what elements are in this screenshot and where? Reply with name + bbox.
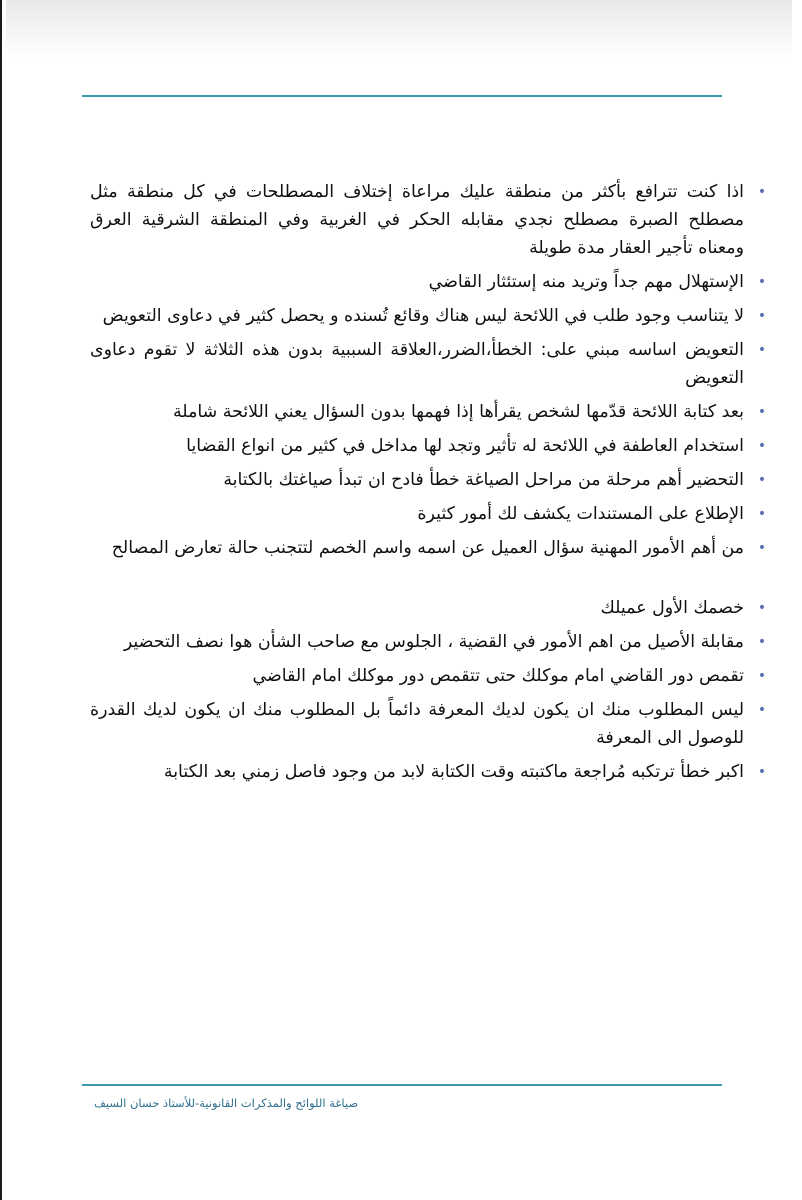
bullet-icon: •: [757, 274, 767, 290]
list-item: [90, 336, 767, 392]
header-rule: [82, 95, 722, 97]
bullet-icon: •: [757, 600, 767, 616]
bullet-icon: •: [757, 472, 767, 488]
list-item-text: الإستهلال مهم جداً وتريد منه إستئثار القاضي: [428, 272, 744, 292]
list-item: [90, 398, 767, 426]
list-item: [90, 500, 767, 528]
list-item-text: ليس المطلوب منك ان يكون لديك المعرفة دائماً بل المطلوب منك ان يكون لديك القدرة للوصول الى المعرفة: [90, 700, 744, 748]
list-item: [90, 432, 767, 460]
list-item: [90, 628, 767, 656]
list-item: [90, 178, 767, 262]
bullet-icon: •: [757, 438, 767, 454]
list-item-text: اذا كنت تترافع بأكثر من منطقة عليك مراعاة إختلاف المصطلحات في كل منطقة مثل مصطلح الصبرة مصطلح نجدي مقابله الحكر في الغربية وفي المنطقة الشرقية العرق ومعناه تأجير العقار مدة طويلة: [90, 182, 744, 258]
bullet-icon: •: [757, 342, 767, 358]
bullet-icon: •: [757, 404, 767, 420]
page-left-edge: [0, 0, 2, 1200]
list-item: [90, 696, 767, 752]
list-item-text: تقمص دور القاضي امام موكلك حتى تتقمص دور موكلك امام القاضي: [252, 666, 744, 686]
list-item-text: استخدام العاطفة في اللائحة له تأثير وتجد لها مداخل في كثير من انواع القضايا: [186, 436, 744, 456]
list-item-text: مقابلة الأصيل من اهم الأمور في القضية ، الجلوس مع صاحب الشأن هوا نصف التحضير: [123, 632, 744, 652]
list-item: [90, 758, 767, 786]
list-item-text: لا يتناسب وجود طلب في اللائحة ليس هناك وقائع تُسنده و يحصل كثير في دعاوى التعويض: [102, 306, 744, 326]
bullet-icon: •: [757, 540, 767, 556]
list-item-text: اكبر خطأ ترتكبه مُراجعة ماكتبته وقت الكتابة لابد من وجود فاصل زمني بعد الكتابة: [163, 762, 744, 782]
bullet-icon: •: [757, 506, 767, 522]
list-item-text: من أهم الأمور المهنية سؤال العميل عن اسمه واسم الخصم لتتجنب حالة تعارض المصالح: [111, 538, 744, 558]
list-item-text: بعد كتابة اللائحة قدّمها لشخص يقرأها إذا فهمها بدون السؤال يعني اللائحة شاملة: [172, 402, 744, 422]
page-top-shadow: [6, 0, 792, 58]
document-body: [90, 178, 772, 792]
bullet-list-group-1: [90, 178, 772, 562]
list-item: [90, 534, 767, 562]
list-item-text: التعويض اساسه مبني على: الخطأ،الضرر،العلاقة السببية بدون هذه الثلاثة لا تقوم دعاوى التعويض: [90, 340, 744, 388]
bullet-icon: •: [757, 702, 767, 718]
bullet-icon: •: [757, 308, 767, 324]
list-item: [90, 268, 767, 296]
bullet-icon: •: [757, 668, 767, 684]
bullet-list-group-2: [90, 594, 772, 786]
list-item: [90, 302, 767, 330]
footer-caption: صياغة اللوائح والمذكرات القانونية-للأستاذ حسان السيف: [94, 1096, 359, 1110]
list-item-text: الإطلاع على المستندات يكشف لك أمور كثيرة: [417, 504, 744, 524]
list-item-text: التحضير أهم مرحلة من مراحل الصياغة خطأ فادح ان تبدأ صياغتك بالكتابة: [223, 470, 744, 490]
list-item-text: خصمك الأول عميلك: [600, 598, 744, 618]
list-item: [90, 594, 767, 622]
bullet-icon: •: [757, 764, 767, 780]
list-item: [90, 466, 767, 494]
list-item: [90, 662, 767, 690]
section-gap: [90, 568, 772, 594]
footer-rule: [82, 1084, 722, 1086]
bullet-icon: •: [757, 634, 767, 650]
bullet-icon: •: [757, 184, 767, 200]
